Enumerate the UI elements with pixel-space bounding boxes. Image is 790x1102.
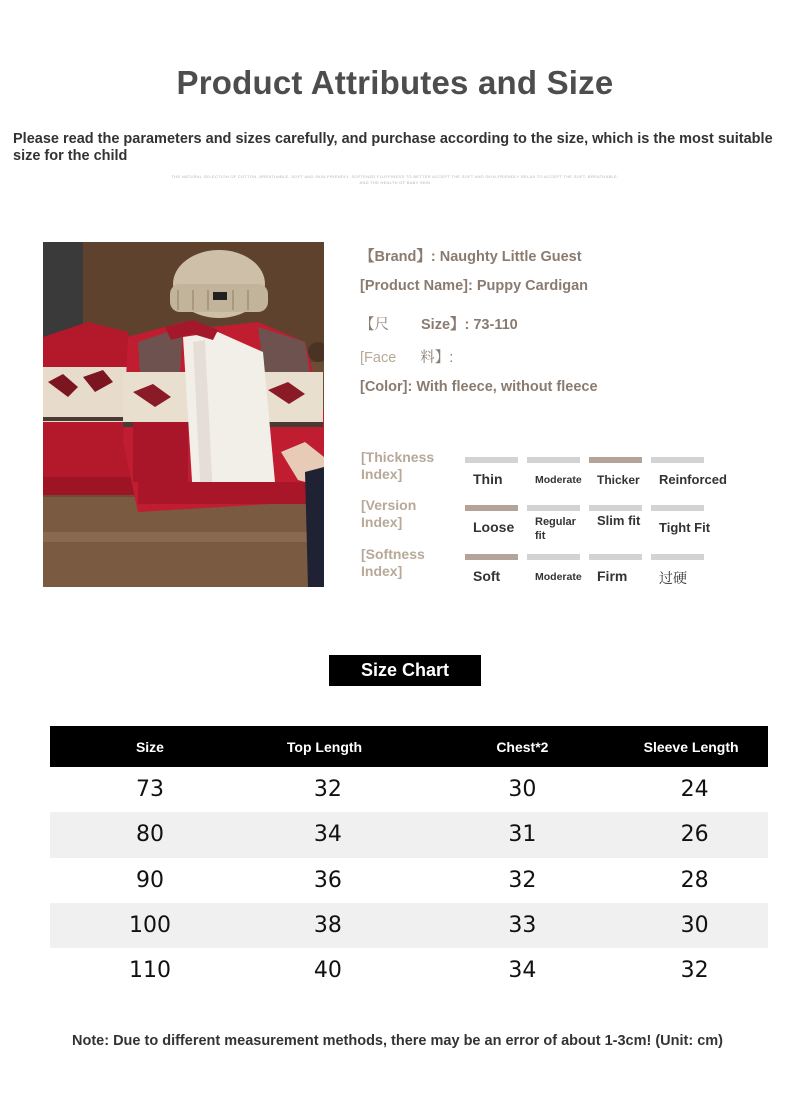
page-subtitle: Please read the parameters and sizes carefully, and purchase according to the size, which is the most suitable size for the child — [13, 131, 773, 164]
thickness-option-selected — [589, 457, 642, 487]
index-bar — [465, 457, 518, 463]
size-label-en: Size】 — [421, 317, 465, 333]
option-label: Moderate — [535, 474, 582, 486]
measurement-note: Note: Due to different measurement methods, there may be an error of about 1-3cm! (Unit: cm) — [72, 1033, 723, 1049]
option-label: Slim fit — [597, 513, 641, 528]
top-length-cell: 34 — [250, 812, 411, 857]
table-header-row — [50, 726, 768, 767]
index-bar-active — [589, 457, 642, 463]
version-index-label: [Version Index] — [361, 497, 417, 530]
version-option — [589, 505, 642, 528]
fabric-attribute — [360, 346, 453, 367]
chest-cell: 31 — [411, 812, 633, 857]
top-length-cell: 38 — [250, 903, 411, 948]
color-label: [Color] — [360, 379, 408, 395]
column-header: Size — [50, 726, 250, 767]
index-bar — [527, 505, 580, 511]
thickness-option — [651, 457, 727, 487]
sleeve-length-cell: 26 — [634, 812, 768, 857]
color-value: : With fleece, without fleece — [407, 379, 598, 395]
option-label: Loose — [473, 519, 515, 535]
table-row — [50, 948, 768, 993]
size-cell: 73 — [135, 777, 164, 803]
version-option — [651, 505, 721, 535]
top-length-cell: 36 — [313, 867, 342, 893]
fabric-label-en: [Face — [360, 350, 397, 366]
brand-value: : Naughty Little Guest — [430, 249, 582, 265]
product-photo — [43, 242, 324, 587]
thickness-index-label: [Thickness Index] — [361, 449, 435, 482]
sleeve-length-cell: 30 — [634, 903, 768, 948]
size-label-cn: 【尺 — [360, 317, 389, 333]
sleeve-length-cell: 28 — [680, 867, 709, 893]
size-value: : 73-110 — [464, 317, 518, 333]
index-bar — [589, 505, 642, 511]
column-header: Sleeve Length — [634, 726, 768, 767]
size-chart-title: Size Chart — [329, 655, 481, 686]
size-cell: 80 — [50, 812, 250, 857]
table-row — [50, 767, 768, 812]
table-row — [50, 858, 768, 903]
index-bar — [589, 554, 642, 560]
top-length-cell: 40 — [313, 958, 342, 984]
option-label: Tight Fit — [659, 520, 711, 535]
brand-label: 【Brand】 — [360, 249, 431, 265]
color-attribute — [360, 379, 598, 395]
product-name-attribute — [360, 278, 588, 294]
index-bar — [527, 457, 580, 463]
fabric-label-cn: 料】: — [420, 350, 454, 366]
index-bar — [651, 505, 704, 511]
index-bar — [651, 457, 704, 463]
softness-index-label: [Softness Index] — [361, 546, 425, 579]
chest-cell: 32 — [508, 867, 537, 893]
thickness-option — [527, 457, 580, 486]
page-title: Product Attributes and Size — [176, 64, 614, 101]
size-chart-table — [50, 726, 768, 993]
version-option-selected — [465, 505, 518, 535]
softness-option — [589, 554, 642, 584]
size-cell: 110 — [128, 958, 171, 984]
sleeve-length-cell: 32 — [680, 958, 709, 984]
column-header: Top Length — [250, 726, 411, 767]
option-label: 过硬 — [659, 571, 687, 587]
option-label: Moderate — [535, 571, 582, 583]
thickness-option — [465, 457, 518, 487]
brand-attribute — [360, 245, 582, 266]
version-option — [527, 505, 580, 543]
softness-option-selected — [465, 554, 518, 584]
size-cell: 90 — [135, 867, 164, 893]
option-label: Thicker — [597, 473, 640, 487]
option-label: Soft — [473, 568, 501, 584]
chest-cell: 30 — [508, 777, 537, 803]
size-attribute — [360, 313, 518, 334]
option-label: Firm — [597, 568, 628, 584]
option-label: Reinforced — [659, 472, 727, 487]
softness-option — [651, 554, 704, 588]
product-name-label: [Product Name] — [360, 278, 468, 294]
table-row — [50, 903, 768, 948]
softness-option — [527, 554, 580, 583]
index-bar — [651, 554, 704, 560]
option-label: Regular fit — [535, 516, 576, 542]
fine-print: THE NATURAL SELECTION OF COTTON, BREATHABLE, SOFT AND SKIN-FRIENDLY, SOFTENED FLUFFINESS TO BETTER ACCEPT THE SOFT AND SKIN-FRIENDLY RELAX TO ACCEPT THE SOFT, BREATHABLE, AND THE HEALTH OF BABY SKIN — [171, 174, 619, 185]
index-bar-active — [465, 505, 518, 511]
index-bar-active — [465, 554, 518, 560]
option-label: Thin — [473, 471, 503, 487]
index-bar — [527, 554, 580, 560]
chest-cell: 33 — [411, 903, 633, 948]
table-row — [50, 812, 768, 857]
size-cell: 100 — [50, 903, 250, 948]
top-length-cell: 32 — [313, 777, 342, 803]
product-name-value: : Puppy Cardigan — [467, 278, 589, 294]
chest-cell: 34 — [508, 958, 537, 984]
sleeve-length-cell: 24 — [680, 777, 709, 803]
column-header: Chest*2 — [411, 726, 633, 767]
